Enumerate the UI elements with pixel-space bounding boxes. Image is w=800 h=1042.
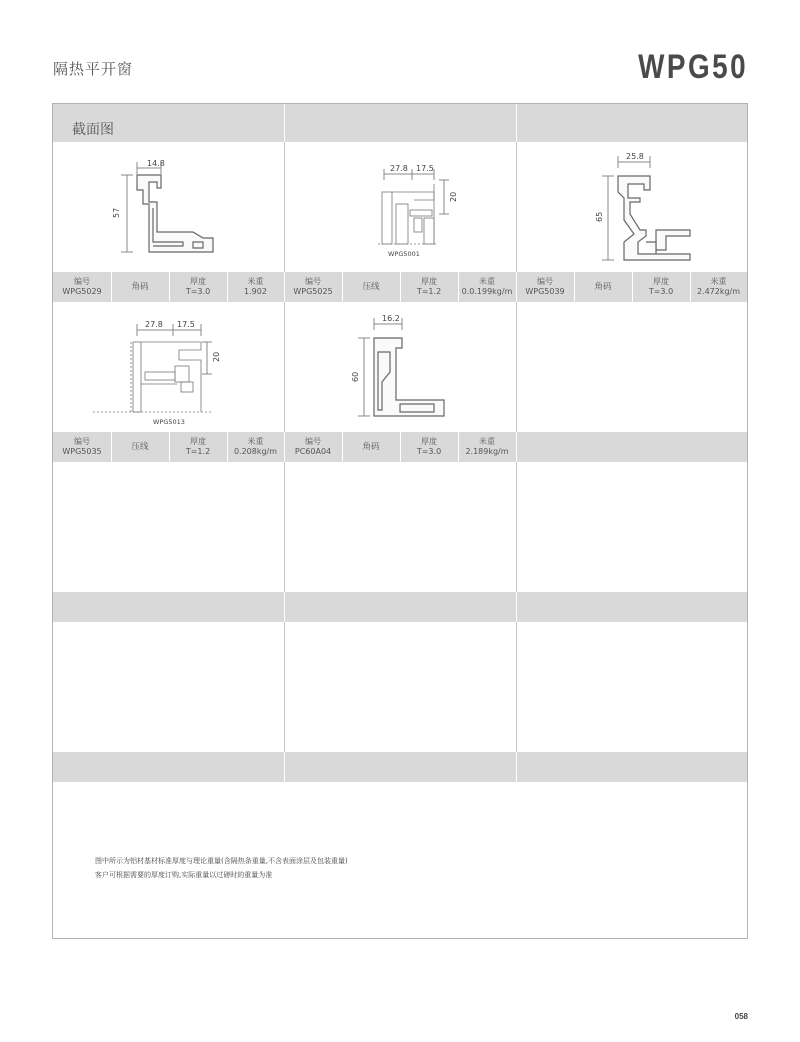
section-header-band xyxy=(53,104,747,142)
weight-label: 米重 xyxy=(479,277,495,286)
code-label: 编号 xyxy=(305,277,321,286)
weight-value: 0.208kg/m xyxy=(233,447,278,456)
type-value: 角码 xyxy=(131,282,149,292)
weight-label: 米重 xyxy=(479,437,495,446)
code-label: 编号 xyxy=(305,437,321,446)
code-value: PC60A04 xyxy=(294,447,332,456)
thickness-value: T=3.0 xyxy=(185,287,211,296)
section-title: 截面图 xyxy=(72,122,114,138)
footnote-1: 图中所示为铝材基材标准厚度与理论重量(含隔热条重量,不含表面涂层及包装重量) xyxy=(95,857,348,865)
dim-width-label: 25.8 xyxy=(626,152,644,161)
dim-height-label: 20 xyxy=(449,191,458,202)
thickness-value: T=3.0 xyxy=(648,287,674,296)
dim-height-label: 20 xyxy=(212,351,221,362)
code-value: WPG5039 xyxy=(525,287,565,296)
profile-drawing-wpg5035 xyxy=(53,302,284,432)
info-row-3-empty xyxy=(53,592,747,622)
page-number: 058 xyxy=(734,1012,748,1021)
footnote-2: 客户可根据需要的厚度订购,实际重量以过磅时的重量为准 xyxy=(95,871,273,879)
thickness-label: 厚度 xyxy=(421,277,437,286)
profile-drawing-wpg5039 xyxy=(516,142,747,272)
info-row-2 xyxy=(53,432,747,462)
dim-height-label: 57 xyxy=(112,207,121,218)
code-value: WPG5035 xyxy=(62,447,102,456)
code-label: 编号 xyxy=(74,277,90,286)
catalog-frame xyxy=(52,103,748,939)
series-title: WPG50 xyxy=(638,48,748,86)
code-label: 编号 xyxy=(537,277,553,286)
page-header-title: 隔热平开窗 xyxy=(53,60,134,78)
dim-width2-label: 17.5 xyxy=(177,320,195,329)
thickness-value: T=3.0 xyxy=(416,447,442,456)
thickness-label: 厚度 xyxy=(190,277,206,286)
type-value: 压线 xyxy=(362,282,380,292)
info-row-4-empty xyxy=(53,752,747,782)
thickness-label: 厚度 xyxy=(653,277,669,286)
weight-value: 1.902 xyxy=(244,287,267,296)
weight-label: 米重 xyxy=(710,277,727,286)
code-label: 编号 xyxy=(74,437,90,446)
dim-height-label: 60 xyxy=(351,371,360,382)
weight-value: 2.189kg/m xyxy=(465,447,509,456)
weight-label: 米重 xyxy=(247,437,264,446)
code-value: WPG5029 xyxy=(62,287,102,296)
type-value: 角码 xyxy=(594,282,612,292)
dim-width2-label: 17.5 xyxy=(416,164,434,173)
dim-width-label: 14.8 xyxy=(147,159,165,168)
dim-height-label: 65 xyxy=(595,211,604,222)
type-value: 角码 xyxy=(362,442,380,452)
info-row-1 xyxy=(53,272,747,302)
dim-width1-label: 27.8 xyxy=(145,320,163,329)
weight-label: 米重 xyxy=(247,277,264,286)
reference-profile-label: WPG5013 xyxy=(153,418,185,426)
thickness-value: T=1.2 xyxy=(416,287,442,296)
profile-drawing-wpg5029 xyxy=(53,142,284,272)
dim-width-label: 16.2 xyxy=(382,314,400,323)
profile-drawing-pc60a04 xyxy=(284,302,516,432)
dim-width1-label: 27.8 xyxy=(390,164,408,173)
type-value: 压线 xyxy=(131,442,149,452)
code-value: WPG5025 xyxy=(293,287,333,296)
thickness-value: T=1.2 xyxy=(185,447,211,456)
profile-drawing-wpg5025 xyxy=(284,142,516,272)
reference-profile-label: WPG5001 xyxy=(388,250,420,258)
thickness-label: 厚度 xyxy=(190,437,206,446)
weight-value: 2.472kg/m xyxy=(696,287,741,296)
thickness-label: 厚度 xyxy=(421,437,437,446)
weight-value: 0.0.199kg/m xyxy=(461,287,513,296)
